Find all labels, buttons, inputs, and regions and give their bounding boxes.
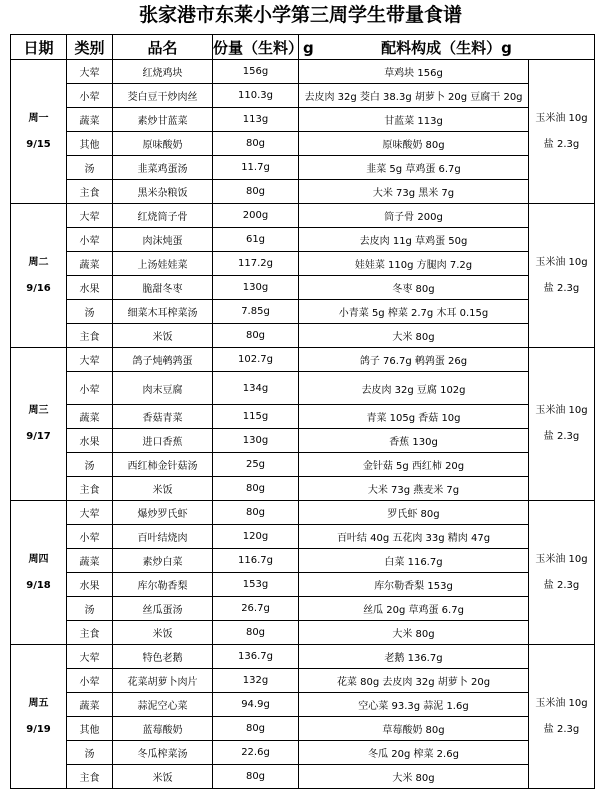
category-cell: 汤 bbox=[67, 300, 113, 324]
ingredients-cell: 空心菜 93.3g 蒜泥 1.6g bbox=[299, 693, 529, 717]
portion-cell: 200g bbox=[213, 204, 299, 228]
portion-cell: 136.7g bbox=[213, 645, 299, 669]
seasoning-cell bbox=[529, 60, 595, 204]
portion-cell: 130g bbox=[213, 276, 299, 300]
ingredients-cell: 冬枣 80g bbox=[299, 276, 529, 300]
header-portion: 份量（生料）g bbox=[213, 35, 299, 60]
date-label: 9/19 bbox=[26, 723, 51, 735]
table-row bbox=[11, 84, 595, 108]
category-cell: 汤 bbox=[67, 741, 113, 765]
table-row bbox=[11, 693, 595, 717]
ingredients-cell: 韭菜 5g 草鸡蛋 6.7g bbox=[299, 156, 529, 180]
category-cell: 其他 bbox=[67, 132, 113, 156]
ingredients-cell: 大米 80g bbox=[299, 621, 529, 645]
portion-cell: 153g bbox=[213, 573, 299, 597]
ingredients-cell: 罗氏虾 80g bbox=[299, 501, 529, 525]
ingredients-cell: 小青菜 5g 榨菜 2.7g 木耳 0.15g bbox=[299, 300, 529, 324]
table-row bbox=[11, 300, 595, 324]
table-row bbox=[11, 621, 595, 645]
dish-cell: 蓝莓酸奶 bbox=[113, 717, 213, 741]
category-cell: 小荤 bbox=[67, 228, 113, 252]
portion-cell: 134g bbox=[213, 372, 299, 405]
dish-cell: 细菜木耳榨菜汤 bbox=[113, 300, 213, 324]
header-date: 日期 bbox=[11, 35, 67, 60]
seasoning-cell bbox=[529, 204, 595, 348]
portion-cell: 80g bbox=[213, 324, 299, 348]
dish-cell: 香菇青菜 bbox=[113, 405, 213, 429]
dish-cell: 西红柿金针菇汤 bbox=[113, 453, 213, 477]
salt-label: 盐 2.3g bbox=[543, 579, 580, 591]
dish-cell: 素炒白菜 bbox=[113, 549, 213, 573]
portion-cell: 80g bbox=[213, 477, 299, 501]
ingredients-cell: 花菜 80g 去皮肉 32g 胡萝卜 20g bbox=[299, 669, 529, 693]
table-row bbox=[11, 525, 595, 549]
ingredients-cell: 原味酸奶 80g bbox=[299, 132, 529, 156]
dish-cell: 蒜泥空心菜 bbox=[113, 693, 213, 717]
ingredients-cell: 大米 73g 黑米 7g bbox=[299, 180, 529, 204]
portion-cell: 7.85g bbox=[213, 300, 299, 324]
ingredients-cell: 去皮肉 32g 豆腐 102g bbox=[299, 372, 529, 405]
ingredients-cell: 白菜 116.7g bbox=[299, 549, 529, 573]
dish-cell: 库尔勒香梨 bbox=[113, 573, 213, 597]
dish-cell: 米饭 bbox=[113, 324, 213, 348]
category-cell: 汤 bbox=[67, 156, 113, 180]
portion-cell: 156g bbox=[213, 60, 299, 84]
table-row bbox=[11, 156, 595, 180]
dish-cell: 肉沫炖蛋 bbox=[113, 228, 213, 252]
weekday-label: 周二 bbox=[28, 256, 49, 268]
page-title: 张家港市东莱小学第三周学生带量食谱 bbox=[138, 4, 462, 26]
category-cell: 蔬菜 bbox=[67, 405, 113, 429]
table-row bbox=[11, 324, 595, 348]
category-cell: 小荤 bbox=[67, 669, 113, 693]
ingredients-cell: 筒子骨 200g bbox=[299, 204, 529, 228]
category-cell: 其他 bbox=[67, 717, 113, 741]
category-cell: 大荤 bbox=[67, 60, 113, 84]
portion-cell: 80g bbox=[213, 132, 299, 156]
portion-cell: 80g bbox=[213, 621, 299, 645]
category-cell: 小荤 bbox=[67, 372, 113, 405]
table-row bbox=[11, 132, 595, 156]
dish-cell: 茭白豆干炒肉丝 bbox=[113, 84, 213, 108]
dish-cell: 百叶结烧肉 bbox=[113, 525, 213, 549]
category-cell: 大荤 bbox=[67, 348, 113, 372]
dish-cell: 黑米杂粮饭 bbox=[113, 180, 213, 204]
menu-table bbox=[10, 34, 595, 789]
dish-cell: 米饭 bbox=[113, 477, 213, 501]
category-cell: 水果 bbox=[67, 573, 113, 597]
ingredients-cell: 青菜 105g 香菇 10g bbox=[299, 405, 529, 429]
ingredients-cell: 香蕉 130g bbox=[299, 429, 529, 453]
portion-cell: 22.6g bbox=[213, 741, 299, 765]
table-row bbox=[11, 669, 595, 693]
portion-cell: 25g bbox=[213, 453, 299, 477]
category-cell: 蔬菜 bbox=[67, 252, 113, 276]
seasoning-cell bbox=[529, 501, 595, 645]
ingredients-cell: 鸽子 76.7g 鹌鹑蛋 26g bbox=[299, 348, 529, 372]
category-cell: 蔬菜 bbox=[67, 693, 113, 717]
category-cell: 主食 bbox=[67, 621, 113, 645]
table-row bbox=[11, 60, 595, 84]
category-cell: 小荤 bbox=[67, 525, 113, 549]
salt-label: 盐 2.3g bbox=[543, 723, 580, 735]
table-row bbox=[11, 717, 595, 741]
portion-cell: 102.7g bbox=[213, 348, 299, 372]
oil-label: 玉米油 10g bbox=[535, 256, 588, 268]
category-cell: 水果 bbox=[67, 429, 113, 453]
header-row bbox=[11, 35, 595, 60]
table-row bbox=[11, 573, 595, 597]
dish-cell: 脆甜冬枣 bbox=[113, 276, 213, 300]
ingredients-cell: 草鸡块 156g bbox=[299, 60, 529, 84]
dish-cell: 鸽子炖鹌鹑蛋 bbox=[113, 348, 213, 372]
table-row bbox=[11, 180, 595, 204]
table-row bbox=[11, 405, 595, 429]
ingredients-cell: 去皮肉 32g 茭白 38.3g 胡萝卜 20g 豆腐干 20g bbox=[299, 84, 529, 108]
portion-cell: 80g bbox=[213, 180, 299, 204]
dish-cell: 冬瓜榨菜汤 bbox=[113, 741, 213, 765]
day-date-cell bbox=[11, 60, 67, 204]
ingredients-cell: 甘蓝菜 113g bbox=[299, 108, 529, 132]
dish-cell: 素炒甘蓝菜 bbox=[113, 108, 213, 132]
table-row bbox=[11, 549, 595, 573]
dish-cell: 原味酸奶 bbox=[113, 132, 213, 156]
table-row bbox=[11, 276, 595, 300]
date-label: 9/15 bbox=[26, 138, 51, 150]
table-row bbox=[11, 597, 595, 621]
dish-cell: 爆炒罗氏虾 bbox=[113, 501, 213, 525]
ingredients-cell: 大米 80g bbox=[299, 324, 529, 348]
header-dish: 品名 bbox=[113, 35, 213, 60]
dish-cell: 米饭 bbox=[113, 765, 213, 789]
table-row bbox=[11, 645, 595, 669]
day-date-cell bbox=[11, 501, 67, 645]
category-cell: 主食 bbox=[67, 180, 113, 204]
day-date-cell bbox=[11, 645, 67, 789]
table-row bbox=[11, 765, 595, 789]
ingredients-cell: 金针菇 5g 西红柿 20g bbox=[299, 453, 529, 477]
category-cell: 大荤 bbox=[67, 645, 113, 669]
portion-cell: 80g bbox=[213, 717, 299, 741]
category-cell: 汤 bbox=[67, 597, 113, 621]
ingredients-cell: 库尔勒香梨 153g bbox=[299, 573, 529, 597]
dish-cell: 丝瓜蛋汤 bbox=[113, 597, 213, 621]
portion-cell: 115g bbox=[213, 405, 299, 429]
table-row bbox=[11, 204, 595, 228]
dish-cell: 米饭 bbox=[113, 621, 213, 645]
category-cell: 蔬菜 bbox=[67, 108, 113, 132]
portion-cell: 132g bbox=[213, 669, 299, 693]
portion-cell: 61g bbox=[213, 228, 299, 252]
dish-cell: 特色老鹅 bbox=[113, 645, 213, 669]
date-label: 9/18 bbox=[26, 579, 51, 591]
weekday-label: 周五 bbox=[28, 697, 49, 709]
category-cell: 蔬菜 bbox=[67, 549, 113, 573]
category-cell: 主食 bbox=[67, 324, 113, 348]
dish-cell: 韭菜鸡蛋汤 bbox=[113, 156, 213, 180]
oil-label: 玉米油 10g bbox=[535, 697, 588, 709]
portion-cell: 80g bbox=[213, 501, 299, 525]
day-date-cell bbox=[11, 348, 67, 501]
portion-cell: 26.7g bbox=[213, 597, 299, 621]
weekday-label: 周四 bbox=[28, 553, 49, 565]
date-label: 9/17 bbox=[26, 431, 51, 442]
table-row bbox=[11, 228, 595, 252]
portion-cell: 120g bbox=[213, 525, 299, 549]
ingredients-cell: 去皮肉 11g 草鸡蛋 50g bbox=[299, 228, 529, 252]
portion-cell: 116.7g bbox=[213, 549, 299, 573]
portion-cell: 11.7g bbox=[213, 156, 299, 180]
category-cell: 小荤 bbox=[67, 84, 113, 108]
ingredients-cell: 丝瓜 20g 草鸡蛋 6.7g bbox=[299, 597, 529, 621]
table-row bbox=[11, 348, 595, 372]
header-category: 类别 bbox=[67, 35, 113, 60]
portion-cell: 117.2g bbox=[213, 252, 299, 276]
seasoning-cell bbox=[529, 348, 595, 501]
dish-cell: 进口香蕉 bbox=[113, 429, 213, 453]
weekday-label: 周三 bbox=[28, 405, 49, 416]
ingredients-cell: 冬瓜 20g 榨菜 2.6g bbox=[299, 741, 529, 765]
dish-cell: 红烧鸡块 bbox=[113, 60, 213, 84]
category-cell: 主食 bbox=[67, 765, 113, 789]
ingredients-cell: 大米 80g bbox=[299, 765, 529, 789]
portion-cell: 113g bbox=[213, 108, 299, 132]
salt-label: 盐 2.3g bbox=[543, 431, 580, 442]
ingredients-cell: 大米 73g 燕麦米 7g bbox=[299, 477, 529, 501]
category-cell: 水果 bbox=[67, 276, 113, 300]
portion-cell: 80g bbox=[213, 765, 299, 789]
date-label: 9/16 bbox=[26, 282, 51, 294]
table-row bbox=[11, 429, 595, 453]
ingredients-cell: 百叶结 40g 五花肉 33g 精肉 47g bbox=[299, 525, 529, 549]
dish-cell: 肉末豆腐 bbox=[113, 372, 213, 405]
table-row bbox=[11, 453, 595, 477]
menu-body bbox=[11, 60, 595, 789]
day-date-cell bbox=[11, 204, 67, 348]
table-row bbox=[11, 108, 595, 132]
weekday-label: 周一 bbox=[28, 112, 49, 124]
table-row bbox=[11, 252, 595, 276]
dish-cell: 花菜胡萝卜肉片 bbox=[113, 669, 213, 693]
category-cell: 汤 bbox=[67, 453, 113, 477]
table-row bbox=[11, 741, 595, 765]
oil-label: 玉米油 10g bbox=[535, 112, 588, 124]
dish-cell: 红烧筒子骨 bbox=[113, 204, 213, 228]
table-row bbox=[11, 477, 595, 501]
ingredients-cell: 娃娃菜 110g 方腿肉 7.2g bbox=[299, 252, 529, 276]
table-row bbox=[11, 372, 595, 405]
ingredients-cell: 草莓酸奶 80g bbox=[299, 717, 529, 741]
category-cell: 大荤 bbox=[67, 204, 113, 228]
oil-label: 玉米油 10g bbox=[535, 553, 588, 565]
portion-cell: 94.9g bbox=[213, 693, 299, 717]
salt-label: 盐 2.3g bbox=[543, 282, 580, 294]
category-cell: 大荤 bbox=[67, 501, 113, 525]
category-cell: 主食 bbox=[67, 477, 113, 501]
portion-cell: 130g bbox=[213, 429, 299, 453]
oil-label: 玉米油 10g bbox=[535, 405, 588, 416]
header-ingredients: 配料构成（生料）g bbox=[299, 35, 595, 60]
dish-cell: 上汤娃娃菜 bbox=[113, 252, 213, 276]
ingredients-cell: 老鹅 136.7g bbox=[299, 645, 529, 669]
salt-label: 盐 2.3g bbox=[543, 138, 580, 150]
table-row bbox=[11, 501, 595, 525]
portion-cell: 110.3g bbox=[213, 84, 299, 108]
seasoning-cell bbox=[529, 645, 595, 789]
